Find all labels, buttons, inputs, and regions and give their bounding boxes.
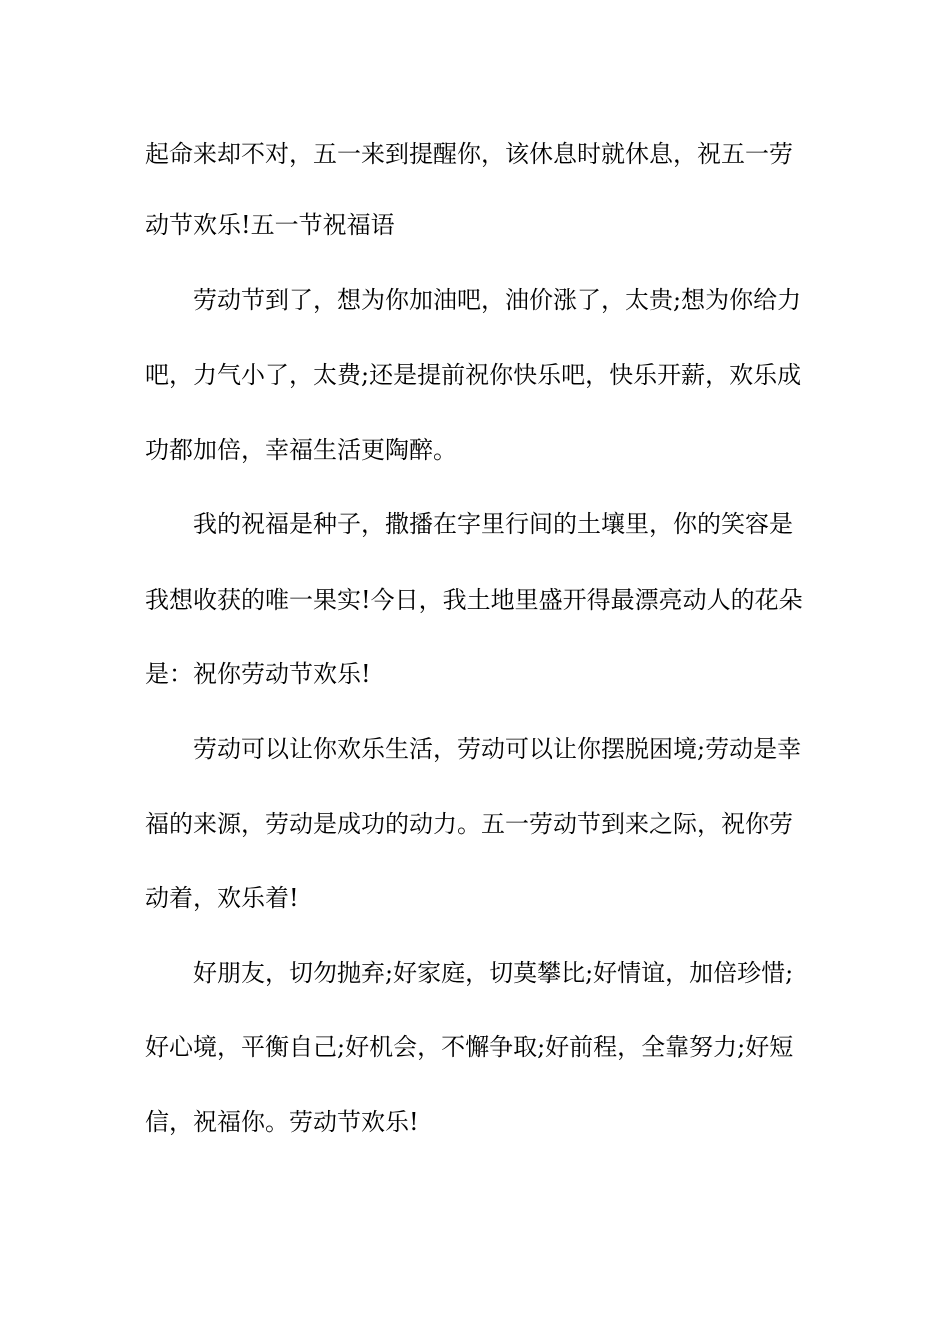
paragraph-line: 吧，力气小了，太费;还是提前祝你快乐吧，快乐开薪，欢乐成 — [145, 361, 802, 389]
paragraph-line: 我想收获的唯一果实!今日，我土地里盛开得最漂亮动人的花朵 — [145, 586, 803, 614]
paragraph-line: 劳动节到了，想为你加油吧，油价涨了，太贵;想为你给力 — [193, 286, 802, 314]
paragraph-line: 好朋友，切勿抛弃;好家庭，切莫攀比;好情谊，加倍珍惜; — [193, 959, 794, 987]
paragraph-line: 功都加倍，幸福生活更陶醉。 — [145, 436, 457, 464]
paragraph-line: 劳动可以让你欢乐生活，劳动可以让你摆脱困境;劳动是幸 — [193, 735, 802, 763]
paragraph-line: 好心境，平衡自己;好机会，不懈争取;好前程，全靠努力;好短 — [145, 1033, 794, 1061]
paragraph-line: 福的来源，劳动是成功的动力。五一劳动节到来之际，祝你劳 — [145, 810, 793, 838]
paragraph-line: 起命来却不对，五一来到提醒你，该休息时就休息，祝五一劳 — [145, 140, 793, 168]
paragraph-line: 动着，欢乐着! — [145, 884, 299, 912]
paragraph-line: 我的祝福是种子，撒播在字里行间的土壤里，你的笑容是 — [193, 510, 793, 538]
paragraph-line: 动节欢乐!五一节祝福语 — [145, 211, 395, 239]
paragraph-line: 是：祝你劳动节欢乐! — [145, 660, 371, 688]
paragraph-line: 信，祝福你。劳动节欢乐! — [145, 1108, 419, 1136]
